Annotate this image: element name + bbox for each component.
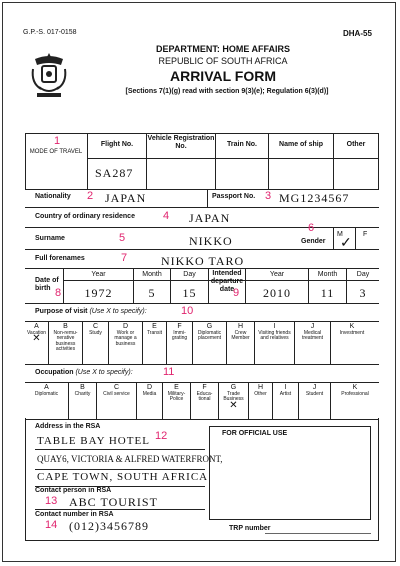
other-travel-label: Other [346, 141, 366, 148]
purpose-option-text: Crew Member [231, 329, 250, 341]
gender-m-option[interactable]: M [337, 231, 343, 238]
occupation-option-letter: C [113, 384, 120, 391]
address-line-1[interactable]: TABLE BAY HOTEL [37, 435, 150, 447]
field-number-1: 1 [54, 135, 61, 147]
occupation-option-mark: ✕ [229, 399, 238, 411]
gps-code: G.P.-S. 017-0158 [23, 29, 77, 36]
occupation-options [25, 382, 379, 420]
form-title: ARRIVAL FORM [169, 68, 277, 84]
dob-day-label: Day [183, 271, 196, 278]
purpose-option-h[interactable] [227, 322, 255, 364]
occupation-option-text: Educa-tional [196, 390, 213, 402]
departure-day-label: Day [356, 271, 370, 278]
field-number-13: 13 [45, 495, 58, 507]
purpose-option-g[interactable] [193, 322, 227, 364]
coat-of-arms-emblem [29, 49, 69, 101]
field-number-8: 8 [55, 287, 62, 299]
purpose-option-text: Study [89, 329, 102, 336]
ship-name-label: Name of ship [279, 141, 323, 148]
purpose-option-text: Non-remu-nerative business activities [53, 329, 78, 352]
field-number-3: 3 [265, 190, 272, 202]
occupation-option-f[interactable] [191, 383, 219, 419]
purpose-option-letter: I [273, 323, 276, 330]
address-label: Address in the RSA [35, 423, 101, 430]
purpose-option-text: Medical treatment [301, 329, 324, 341]
purpose-option-letter: J [310, 323, 315, 330]
dob-month-value[interactable]: 5 [148, 286, 156, 300]
gender-f-option[interactable]: F [363, 231, 368, 238]
address-line-2[interactable]: QUAY6, VICTORIA & ALFRED WATERFRONT, [37, 454, 223, 464]
occupation-option-d[interactable] [137, 383, 163, 419]
occupation-option-letter: J [312, 384, 317, 391]
field-number-7: 7 [121, 252, 128, 264]
train-no-label: Train No. [227, 141, 257, 148]
occupation-label: Occupation (Use X to specify): [35, 369, 133, 376]
passport-value[interactable]: MG1234567 [279, 191, 350, 205]
departure-month-label: Month [317, 271, 338, 278]
occupation-option-g[interactable] [219, 383, 249, 419]
occupation-option-c[interactable] [97, 383, 137, 419]
purpose-option-text: Vacation [26, 329, 47, 336]
nationality-label: Nationality [35, 193, 71, 200]
surname-label: Surname [35, 235, 65, 242]
field-number-4: 4 [163, 210, 170, 222]
occupation-option-letter: D [146, 384, 153, 391]
purpose-option-e[interactable] [143, 322, 167, 364]
gender-check-mark: ✓ [340, 234, 352, 250]
trp-number-label: TRP number [229, 525, 271, 532]
residence-label: Country of ordinary residence [35, 213, 135, 220]
nationality-value[interactable]: JAPAN [105, 191, 147, 205]
contact-person-label: Contact person in RSA [35, 487, 112, 494]
occupation-option-h[interactable] [249, 383, 273, 419]
field-number-11: 11 [163, 366, 175, 378]
occupation-option-text: Charity [74, 390, 91, 397]
occupation-option-text: Civil service [103, 390, 130, 397]
passport-label: Passport No. [212, 193, 256, 200]
contact-number-label: Contact number in RSA [35, 511, 114, 518]
occupation-option-j[interactable] [299, 383, 331, 419]
field-number-14: 14 [45, 519, 58, 531]
purpose-option-a[interactable] [25, 322, 49, 364]
purpose-option-j[interactable] [295, 322, 331, 364]
dob-year-label: Year [91, 271, 106, 278]
purpose-option-letter: C [92, 323, 99, 330]
occupation-option-text: Student [305, 390, 324, 397]
occupation-option-text: Trade Business [223, 390, 244, 402]
purpose-option-text: Work or manage a business [114, 329, 137, 347]
departure-label: Intended departure date [210, 270, 244, 293]
vehicle-registration-label: Vehicle Registration No. [147, 135, 215, 150]
purpose-option-text: Diplomatic placement [197, 329, 222, 341]
occupation-option-text: Military-Police [167, 390, 186, 402]
purpose-option-text: Transit [146, 329, 163, 336]
purpose-option-text: Visiting friends and relatives [258, 329, 291, 341]
purpose-option-f[interactable] [167, 322, 193, 364]
purpose-option-d[interactable] [109, 322, 143, 364]
contact-person-value[interactable]: ABC TOURIST [69, 495, 158, 509]
residence-value[interactable]: JAPAN [189, 211, 231, 225]
address-line-3[interactable]: CAPE TOWN, SOUTH AFRICA [37, 471, 209, 483]
occupation-option-text: Artist [279, 390, 292, 397]
purpose-option-letter: G [206, 323, 213, 330]
field-number-6: 6 [308, 222, 315, 234]
departure-year-value[interactable]: 2010 [263, 286, 291, 300]
official-use-label: FOR OFFICIAL USE [222, 430, 288, 437]
field-number-5: 5 [119, 232, 126, 244]
flight-no-value[interactable]: SA287 [95, 166, 134, 180]
purpose-option-c[interactable] [83, 322, 109, 364]
purpose-option-letter: H [237, 323, 244, 330]
official-use-box [209, 426, 371, 520]
occupation-option-a[interactable] [25, 383, 69, 419]
occupation-option-letter: A [44, 384, 49, 391]
purpose-option-k[interactable] [331, 322, 373, 364]
forenames-value[interactable]: NIKKO TARO [161, 254, 245, 268]
purpose-option-b[interactable] [49, 322, 83, 364]
occupation-option-letter: B [80, 384, 85, 391]
dob-label: Date of birth [35, 277, 59, 292]
purpose-option-mark: ✕ [32, 333, 41, 344]
form-code: DHA-55 [343, 29, 372, 38]
departure-year-label: Year [269, 271, 285, 278]
sections-reference: [Sections 7(1)(g) read with section 9(3)(e); Regulation 6(3)(d)] [125, 88, 329, 95]
flight-no-label: Flight No. [100, 141, 134, 148]
purpose-option-i[interactable] [255, 322, 295, 364]
field-number-2: 2 [87, 190, 94, 202]
occupation-option-text: Diplomatic [34, 390, 59, 397]
occupation-option-i[interactable] [273, 383, 299, 419]
mode-of-travel-label: MODE OF TRAVEL [29, 149, 83, 155]
occupation-option-letter: G [230, 384, 237, 391]
occupation-option-k[interactable] [331, 383, 379, 419]
purpose-option-letter: E [152, 323, 157, 330]
surname-value[interactable]: NIKKO [189, 234, 233, 248]
occupation-option-letter: E [174, 384, 179, 391]
occupation-option-text: Other [254, 390, 267, 397]
dob-year-value[interactable]: 1972 [84, 286, 113, 300]
occupation-option-text: Professional [341, 390, 369, 397]
occupation-option-letter: F [202, 384, 207, 391]
purpose-option-letter: K [349, 323, 355, 330]
department-title: DEPARTMENT: HOME AFFAIRS [156, 44, 290, 54]
purpose-option-letter: A [34, 323, 39, 330]
occupation-option-e[interactable] [163, 383, 191, 419]
departure-month-value[interactable]: 11 [320, 286, 335, 300]
purpose-option-letter: F [177, 323, 182, 330]
occupation-option-letter: K [352, 384, 358, 391]
purpose-option-text: Immi-grating [171, 329, 188, 341]
arrival-form [2, 2, 396, 562]
field-number-12: 12 [155, 430, 168, 442]
republic-title: REPUBLIC OF SOUTH AFRICA [158, 56, 288, 66]
field-number-9: 9 [233, 287, 240, 299]
occupation-option-letter: I [284, 384, 287, 391]
occupation-option-b[interactable] [69, 383, 97, 419]
purpose-label: Purpose of visit (Use X to specify): [35, 308, 147, 315]
departure-day-value[interactable]: 3 [359, 286, 367, 300]
occupation-option-letter: H [257, 384, 264, 391]
field-number-10: 10 [181, 305, 194, 317]
purpose-option-letter: B [63, 323, 68, 330]
purpose-options [25, 321, 379, 365]
forenames-label: Full forenames [35, 255, 85, 262]
occupation-option-text: Media [142, 390, 157, 397]
contact-number-value[interactable]: (012)3456789 [69, 519, 149, 533]
dob-month-label: Month [142, 271, 162, 278]
purpose-option-letter: D [122, 323, 129, 330]
purpose-option-text: Investment [339, 329, 365, 336]
dob-day-value[interactable]: 15 [182, 286, 197, 300]
gender-label: Gender [301, 238, 326, 245]
